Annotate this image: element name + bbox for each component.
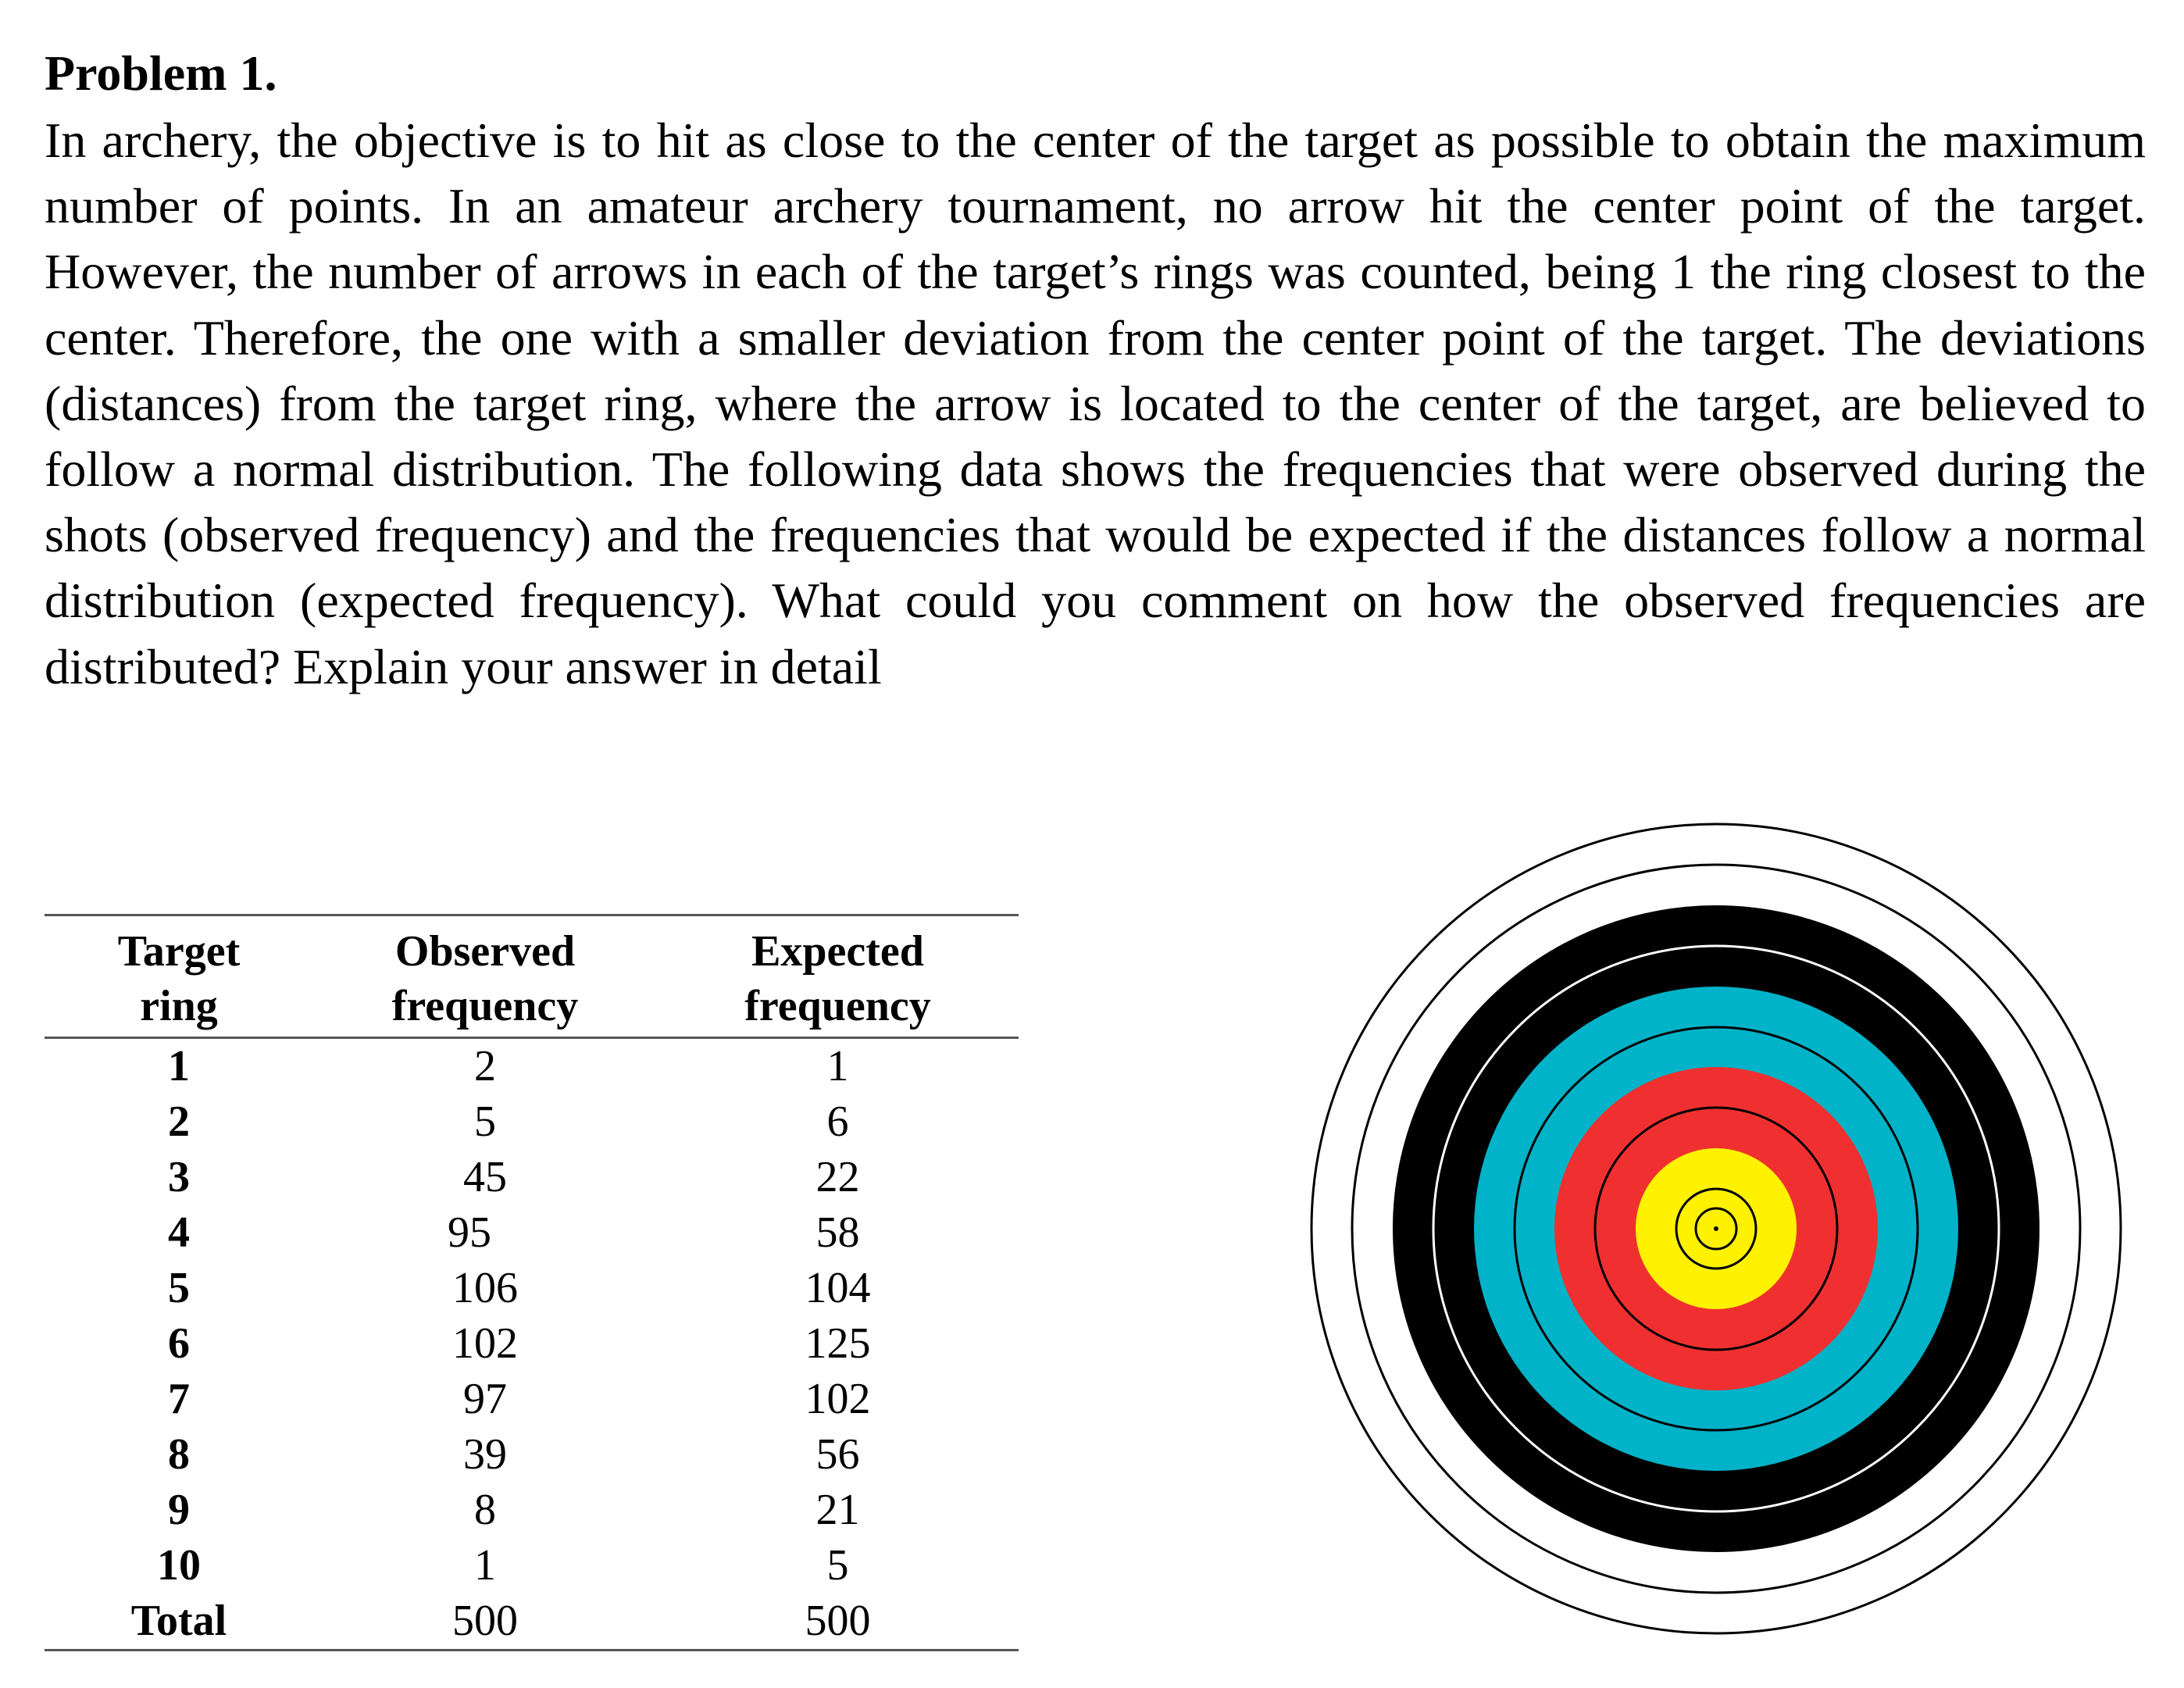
ring-cell: 3: [168, 1153, 190, 1201]
ring-cell: 6: [168, 1319, 190, 1368]
ring-cell: 7: [168, 1375, 190, 1423]
table-row: [45, 1427, 1019, 1483]
total-row: [45, 1593, 1019, 1651]
table-header-row: [45, 915, 1019, 1038]
problem-title: Problem 1.: [45, 45, 277, 101]
header-expected-frequency: Expected frequency: [744, 927, 931, 1030]
ring-cell: 9: [168, 1486, 190, 1534]
observed-cell: 8: [474, 1486, 496, 1534]
observed-cell: 95: [448, 1208, 491, 1257]
table-row: [45, 1316, 1019, 1372]
ring-cell: 5: [168, 1264, 190, 1312]
expected-cell: 102: [805, 1375, 871, 1423]
observed-cell: 1: [474, 1541, 496, 1590]
total-expected: 500: [805, 1597, 871, 1645]
expected-cell: 125: [805, 1319, 871, 1368]
table-row: [45, 1483, 1019, 1538]
ring-cell: 2: [168, 1097, 190, 1146]
archery-target-icon: [1306, 819, 2126, 1639]
expected-cell: 1: [826, 1042, 849, 1090]
header-observed-frequency: Observed frequency: [391, 927, 579, 1030]
ring-cell: 1: [168, 1042, 190, 1090]
table-row: [45, 1205, 1019, 1261]
ring-cell: 4: [168, 1208, 190, 1257]
total-label: Total: [130, 1597, 227, 1645]
table-row: [45, 1094, 1019, 1150]
expected-cell: 104: [805, 1264, 871, 1312]
frequency-table: [45, 914, 1019, 1651]
total-observed: 500: [452, 1597, 518, 1645]
table-row: [45, 1538, 1019, 1593]
expected-cell: 56: [815, 1430, 860, 1479]
observed-cell: 2: [474, 1042, 496, 1090]
observed-cell: 106: [452, 1264, 518, 1312]
observed-cell: 5: [474, 1097, 496, 1146]
ring-cell: 8: [168, 1430, 190, 1479]
expected-cell: 58: [815, 1208, 860, 1257]
expected-cell: 22: [815, 1153, 860, 1201]
header-target-ring: Target ring: [117, 927, 241, 1030]
expected-cell: 6: [826, 1097, 849, 1146]
table-row: [45, 1150, 1019, 1205]
table-row: [45, 1038, 1019, 1095]
observed-cell: 102: [452, 1319, 518, 1368]
observed-cell: 39: [463, 1430, 507, 1479]
problem-statement: In archery, the objective is to hit as close to the center of the target as possible to obtain the maximum number of points. In an amateur archery tournament, no arrow hit the center point of the target. However, the number of arrows in each of the target’s rings was counted, being 1 the ring closest to the center. Therefore, the one with a smaller deviation from the center point of the target. The deviations (distances) from the target ring, where the arrow is located to the center of the target, are believed to follow a normal distribution. The following data shows the frequencies that were observed during the shots (observed frequency) and the frequencies that would be expected if the distances follow a normal distribution (expected frequency). What could you comment on how the observed frequencies are distributed? Explain your answer in detail: [45, 112, 2146, 694]
expected-cell: 21: [815, 1486, 860, 1534]
expected-cell: 5: [826, 1541, 849, 1590]
table-row: [45, 1261, 1019, 1316]
observed-cell: 97: [463, 1375, 507, 1423]
table-row: [45, 1372, 1019, 1427]
observed-cell: 45: [463, 1153, 507, 1201]
target-rings: [1311, 824, 2121, 1633]
ring-cell: 10: [157, 1541, 201, 1590]
target-center-dot: [1714, 1226, 1718, 1231]
